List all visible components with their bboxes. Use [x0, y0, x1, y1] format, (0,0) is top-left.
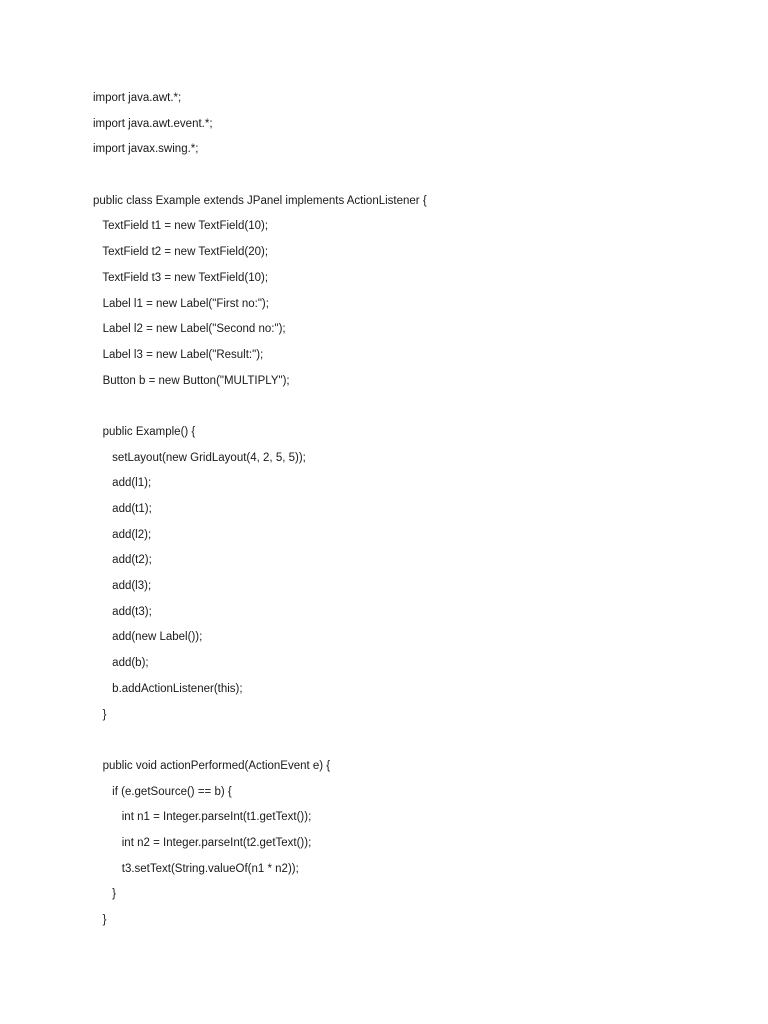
code-line: b.addActionListener(this);	[93, 682, 243, 695]
code-line: import javax.swing.*;	[93, 143, 199, 156]
code-line: add(b);	[93, 657, 149, 670]
code-line: Label l2 = new Label("Second no:");	[93, 323, 286, 336]
code-line: }	[93, 708, 107, 721]
code-line: add(l2);	[93, 528, 152, 541]
code-line: import java.awt.*;	[93, 92, 182, 104]
code-line: public Example() {	[93, 425, 196, 438]
code-line: Label l1 = new Label("First no:");	[93, 297, 269, 310]
code-line: TextField t1 = new TextField(10);	[93, 220, 269, 233]
code-line: }	[93, 914, 107, 926]
code-line: int n1 = Integer.parseInt(t1.getText());	[93, 811, 312, 824]
code-line: Button b = new Button("MULTIPLY");	[93, 374, 290, 387]
code-line: public class Example extends JPanel implements ActionListener {	[93, 194, 427, 207]
code-line	[93, 394, 733, 420]
code-listing	[93, 86, 733, 934]
code-line: add(t2);	[93, 554, 152, 567]
code-line: import java.awt.event.*;	[93, 117, 213, 130]
code-line: Label l3 = new Label("Result:");	[93, 348, 264, 361]
code-line: int n2 = Integer.parseInt(t2.getText());	[93, 836, 312, 849]
code-line: TextField t3 = new TextField(10);	[93, 271, 269, 284]
code-line: add(l1);	[93, 477, 152, 490]
code-line: add(t3);	[93, 605, 152, 618]
code-line	[93, 728, 733, 754]
code-line: TextField t2 = new TextField(20);	[93, 246, 269, 259]
code-line: }	[93, 888, 117, 901]
code-line: public void actionPerformed(ActionEvent e) {	[93, 759, 331, 772]
code-line: t3.setText(String.valueOf(n1 * n2));	[93, 862, 299, 875]
code-line: setLayout(new GridLayout(4, 2, 5, 5));	[93, 451, 306, 464]
code-line: add(new Label());	[93, 631, 203, 644]
code-line: add(l3);	[93, 580, 152, 593]
code-line: if (e.getSource() == b) {	[93, 785, 232, 798]
code-line	[93, 163, 733, 189]
code-line: add(t1);	[93, 503, 152, 515]
